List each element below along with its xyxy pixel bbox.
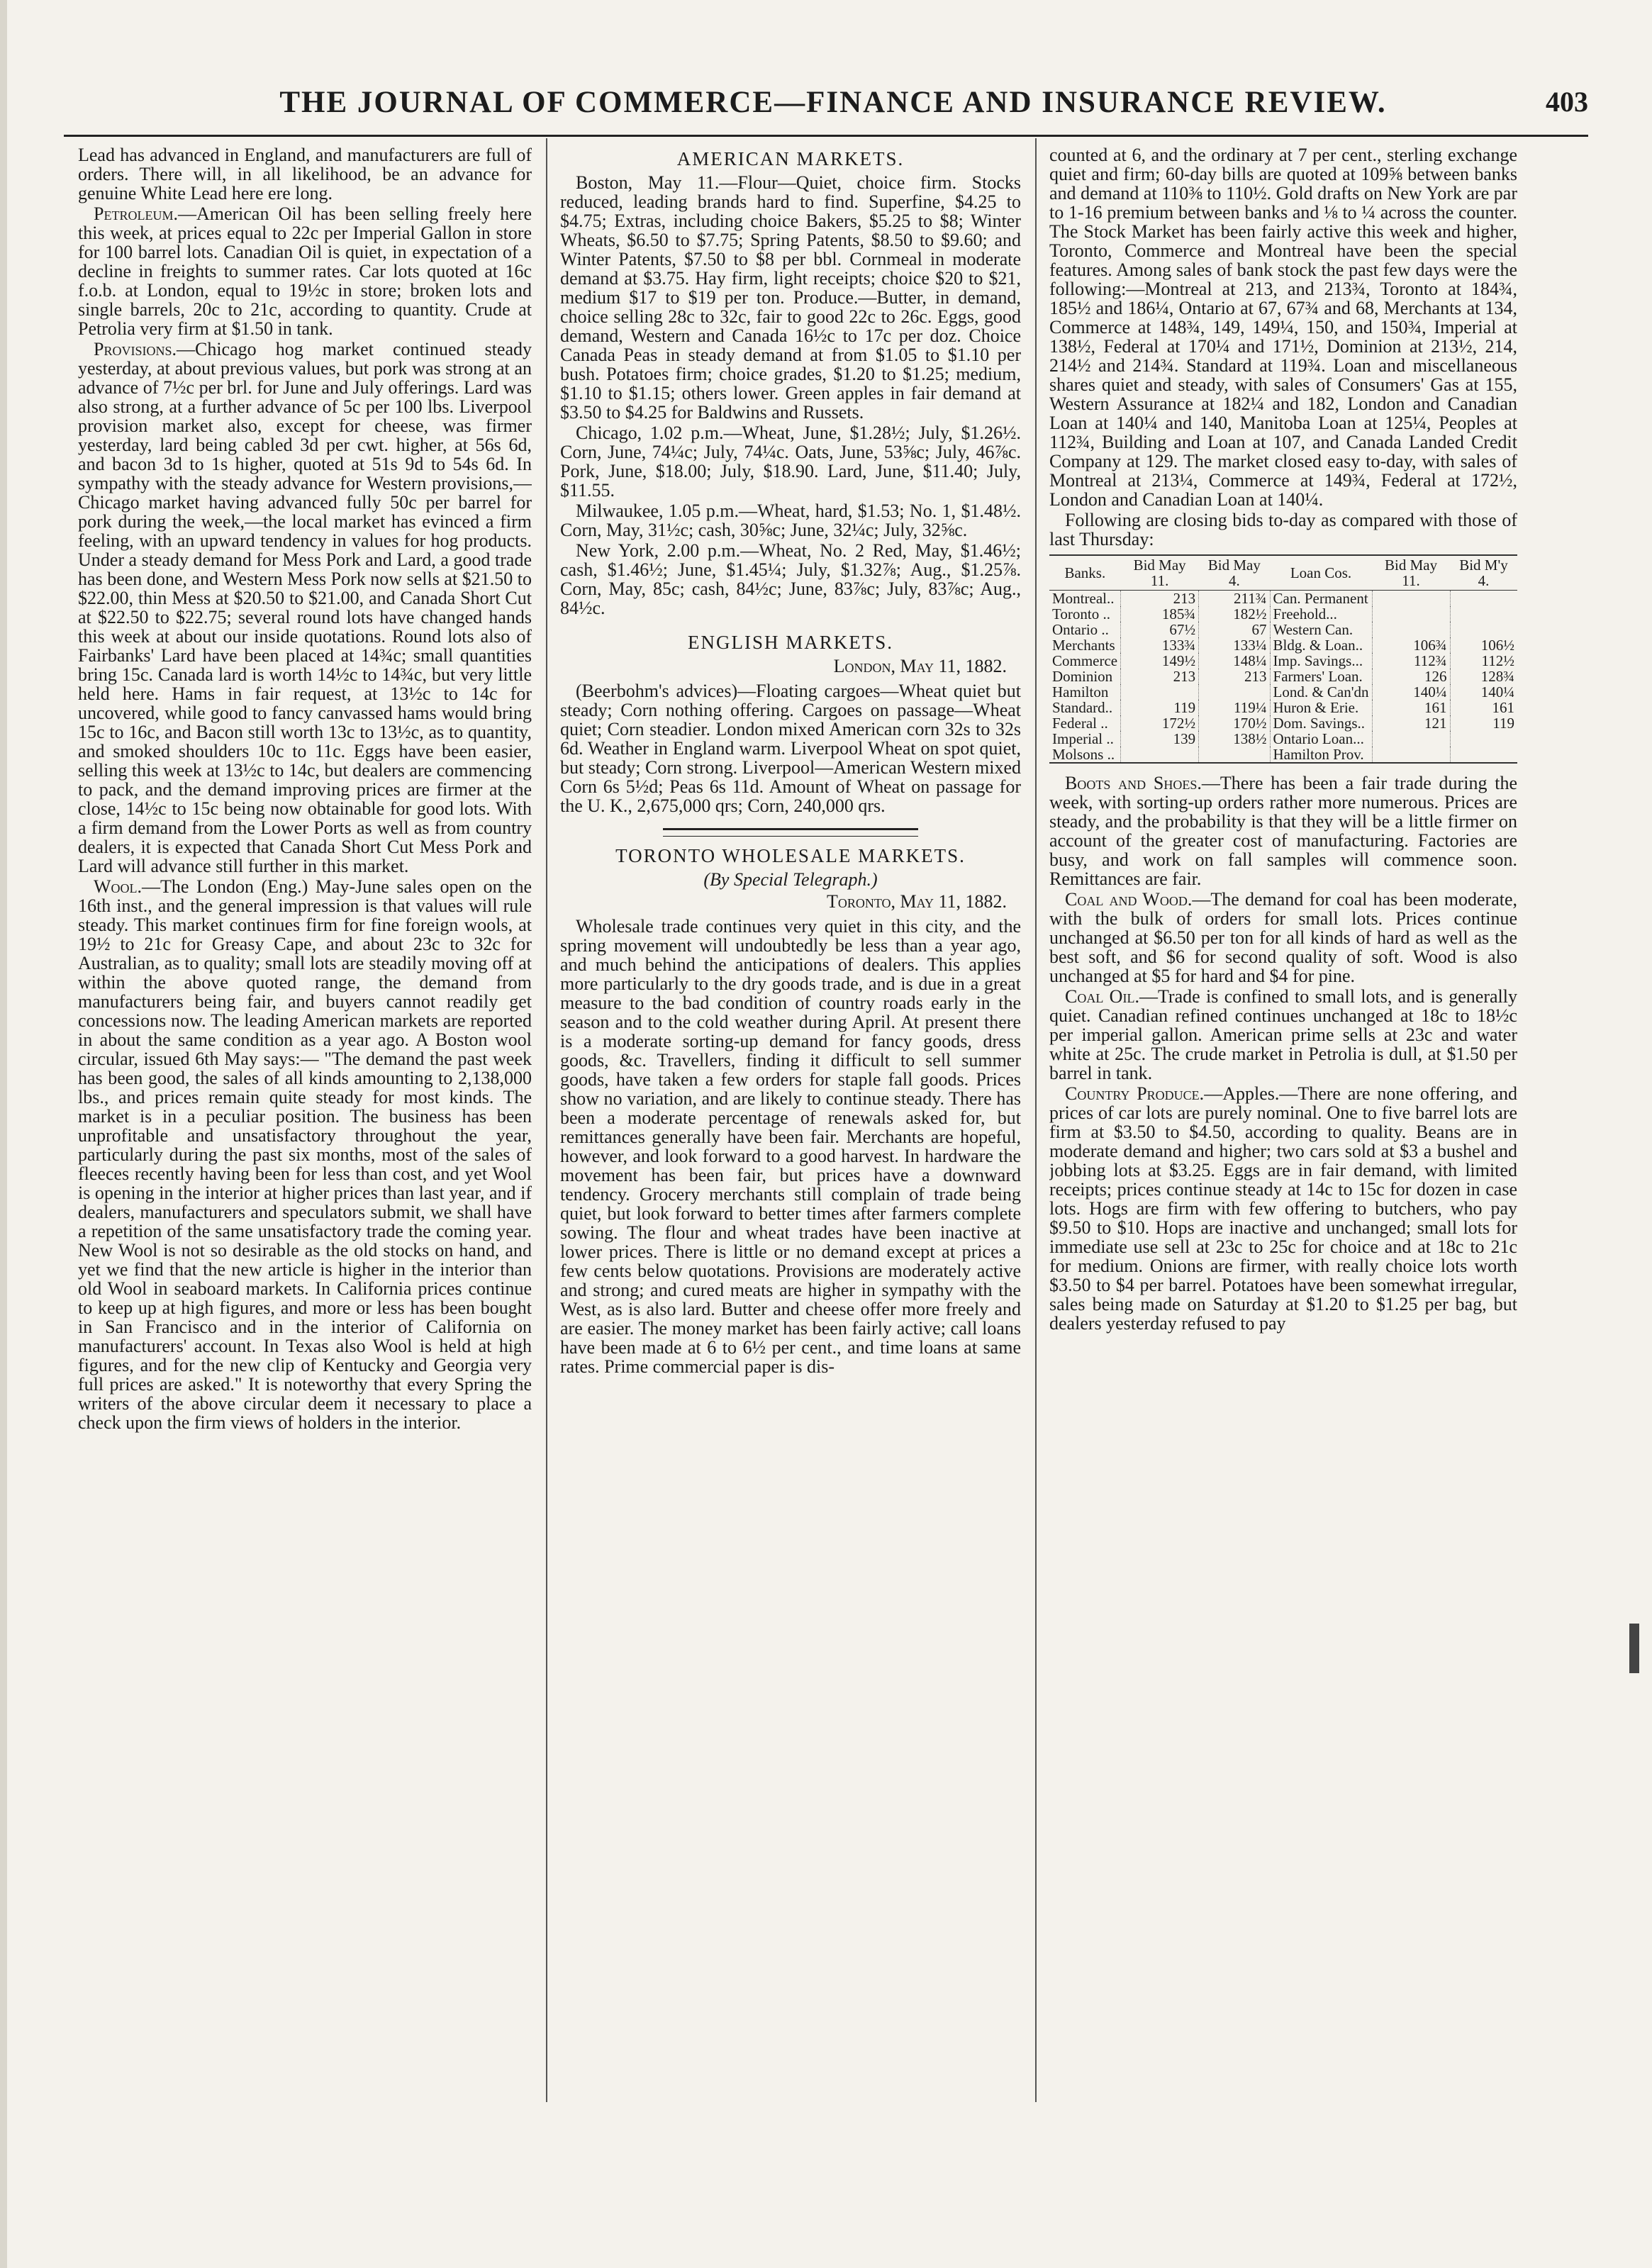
section-divider (663, 828, 918, 837)
column-header: Bid May 4. (1199, 555, 1270, 591)
page-number: 403 (1546, 86, 1588, 118)
table-cell: 126 (1372, 669, 1450, 684)
table-cell: Huron & Erie. (1270, 700, 1372, 715)
coal-wood-paragraph (1049, 890, 1517, 985)
table-cell: 185¾ (1121, 606, 1199, 622)
table-cell: 211¾ (1199, 591, 1270, 607)
table-cell: 213 (1121, 669, 1199, 684)
chicago-paragraph: Chicago, 1.02 p.m.—Wheat, June, $1.28½; July, $1.26½. Corn, June, 74¼c; July, 74¼c. Oats, June, 53⅝c; July, 46⅞c. Pork, June, $18.00; July, $18.90. Lard, June, $11.40; July, $11.55. (560, 423, 1021, 501)
table-cell: Hamilton Prov. (1270, 747, 1372, 763)
table-cell: 119¼ (1199, 700, 1270, 715)
petroleum-paragraph (78, 204, 532, 338)
table-cell: Commerce (1052, 652, 1118, 669)
column-header: Loan Cos. (1270, 555, 1372, 591)
table-row (1049, 622, 1517, 637)
table-cell: Lond. & Can'dn (1270, 684, 1372, 700)
table-cell: Imperial .. (1052, 730, 1114, 747)
paragraph-text: —The demand for coal has been moderate, with the bulk of orders for small lots. Prices continue unchanged at $6.50 per ton for all kinds of hard as well as the best soft, and $6 for second quality of soft. Wood is also unchanged at $5 for hard and $4 for pine. (1049, 889, 1517, 986)
section-head: Coal and Wood. (1065, 889, 1193, 910)
paragraph-text: —Trade is confined to small lots, and is generally quiet. Canadian refined continues unchanged at 18c to 18½c per imperial gallon. American prime sells at 23c and water white at 25c. The crude market in Petrolia is dull, at $1.50 per barrel in tank. (1049, 986, 1517, 1083)
table-cell (1199, 747, 1270, 763)
table-row (1049, 591, 1517, 607)
table-cell: Western Can. (1270, 622, 1372, 637)
table-cell: 149½ (1121, 653, 1199, 669)
new-york-paragraph: New York, 2.00 p.m.—Wheat, No. 2 Red, May, $1.46½; cash, $1.46½; June, $1.45¼; July, $1.32⅞; Aug., $1.25⅞. Corn, May, 85c; cash, 84½c; June, 83⅞c; July, 83⅞c; Aug., 84½c. (560, 540, 1021, 618)
country-produce-paragraph (1049, 1084, 1517, 1333)
table-cell: Dom. Savings.. (1270, 715, 1372, 731)
coal-oil-paragraph (1049, 987, 1517, 1083)
table-cell: Montreal.. (1052, 590, 1115, 607)
milwaukee-paragraph: Milwaukee, 1.05 p.m.—Wheat, hard, $1.53; No. 1, $1.48½. Corn, May, 31½c; cash, 30⅝c; June, 32¼c; July, 32⅝c. (560, 501, 1021, 540)
table-cell: 106¾ (1372, 637, 1450, 653)
table-row (1049, 669, 1517, 684)
english-markets-heading: ENGLISH MARKETS. (687, 632, 893, 653)
table-cell: Standard.. (1052, 699, 1113, 716)
table-cell: 133¾ (1121, 637, 1199, 653)
column-divider (1035, 138, 1037, 2102)
section-head: Wool. (94, 876, 143, 897)
table-cell: 170½ (1199, 715, 1270, 731)
table-cell: 121 (1372, 715, 1450, 731)
column-divider (546, 138, 547, 2102)
section-head: Coal Oil. (1065, 986, 1139, 1007)
column-2 (560, 145, 1021, 2102)
table-cell: 139 (1121, 731, 1199, 747)
table-cell: 182½ (1199, 606, 1270, 622)
table-cell (1450, 606, 1517, 622)
money-market-paragraph: counted at 6, and the ordinary at 7 per cent., sterling exchange quiet and firm; 60-day bills are quoted at 109⅝ between banks and demand at 110⅜ to 110½. Gold drafts on New York are par to 1-16 premium between banks and ⅛ to ¼ across the counter. The Stock Market has been fairly active this week and higher, Toronto, Commerce and Montreal have been the special features. Among sales of bank stock the past few days were the following:—Montreal at 213, and 213¾, Toronto at 184¾, 185½ and 186¼, Ontario at 67, 67¾ and 68, Merchants at 134, Commerce at 148¾, 149, 149¼, 150, and 150¾, Imperial at 138½, Federal at 170¼ and 171½, Dominion at 213½, 214, 214½ and 214¾. Standard at 119¾. Loan and miscellaneous shares quiet and steady, with sales of Consumers' Gas at 155, Western Assurance at 182¼ and 182, London and Canadian Loan at 140¼ and 140, Manitoba Loan at 125¼, Peoples at 112¾, Building and Loan at 107, and Canada Landed Credit Company at 129. The market closed easy to-day, with sales of Montreal at 213¼, Commerce at 149¾, Federal at 172½, London and Canadian Loan at 140¼. (1049, 145, 1517, 510)
column-header: Bid May 11. (1372, 555, 1450, 591)
table-cell: Bldg. & Loan.. (1270, 637, 1372, 653)
table-row (1049, 606, 1517, 622)
paragraph-text: —Apples.—There are none offering, and prices of car lots are purely nominal. One to five barrel lots are firm at $3.50 to $4.50, according to quality. Beans are in moderate demand and higher; two cars sold at $3 a bushel and jobbing lots at $3.25. Eggs are in fair demand, with limited receipts; prices continue steady at 14c to 15c for dozen in case lots. Hogs are firm with few offering to butchers, who pay $9.50 to $10. Hops are inactive and unchanged; small lots for immediate use sell at 23c to 25c for choice and at 18c to 21c for medium. Onions are firmer, with really choice lots worth $3.50 to $4 per barrel. Potatoes have been somewhat irregular, sales being made on Saturday at $1.20 to $1.25 per bag, but dealers yesterday refused to pay (1049, 1083, 1517, 1334)
table-cell (1372, 622, 1450, 637)
lead-paragraph: Lead has advanced in England, and manufacturers are full of orders. There will, in all likelihood, be an advance for genuine White Lead here ere long. (78, 145, 532, 203)
dateline: Toronto, May 11, 1882. (826, 891, 1007, 912)
section-head: Provisions. (94, 339, 177, 359)
table-cell: Hamilton (1052, 683, 1109, 700)
table-row (1049, 700, 1517, 715)
table-row (1049, 715, 1517, 731)
table-cell: Ontario .. (1052, 621, 1109, 638)
section-head: Country Produce. (1065, 1083, 1205, 1104)
toronto-markets-paragraph: Wholesale trade continues very quiet in this city, and the spring movement will undoubtedly be less than a year ago, and much behind the anticipations of dealers. This applies more particularly to the dry goods trade, and is due in a great measure to the bad condition of country roads early in the season and to the cold weather during April. At present there is a moderate sorting-up demand for fancy goods, dress goods, &c. Travellers, finding it difficult to sell summer goods, have taken a few orders for staple fall goods. Prices show no variation, and are likely to continue steady. There has been a moderate percentage of renewals asked for, but remittances generally have been fair. Merchants are hopeful, however, and look forward to a good harvest. In hardware the movement has been fair, but prices have a downward tendency. Grocery merchants still complain of trade being quiet, but look forward to better times after farmers complete sowing. The flour and wheat trades have been inactive at lower prices. There is little or no demand except at prices a few cents below quotations. Provisions are moderately active and strong; and cured meats are higher in sympathy with the West, as is also lard. Butter and cheese offer more freely and are easier. The money market has been fairly active; call loans have been made at 6 to 6½ per cent., and time loans at same rates. Prime commercial paper is dis- (560, 916, 1021, 1377)
table-cell (1372, 591, 1450, 607)
boots-shoes-paragraph (1049, 773, 1517, 888)
table-cell (1121, 747, 1199, 763)
header-rule (64, 135, 1588, 137)
table-cell: Merchants (1052, 637, 1115, 654)
dateline: London, May 11, 1882. (833, 656, 1007, 676)
table-row (1049, 637, 1517, 653)
table-cell: Ontario Loan... (1270, 731, 1372, 747)
table-cell: 119 (1450, 715, 1517, 731)
bids-intro: Following are closing bids to-day as compared with those of last Thursday: (1049, 510, 1517, 549)
table-cell (1372, 747, 1450, 763)
column-header: Bid May 11. (1121, 555, 1199, 591)
table-cell: 119 (1121, 700, 1199, 715)
table-cell: 140¼ (1372, 684, 1450, 700)
table-cell: 133¼ (1199, 637, 1270, 653)
column-header: Bid M'y 4. (1450, 555, 1517, 591)
table-body (1049, 591, 1517, 764)
table-row (1049, 653, 1517, 669)
journal-title: THE JOURNAL OF COMMERCE—FINANCE AND INSURANCE REVIEW. (279, 86, 1387, 119)
byline: (By Special Telegraph.) (703, 869, 878, 890)
table-cell: 112¾ (1372, 653, 1450, 669)
american-markets-heading: AMERICAN MARKETS. (676, 148, 905, 169)
table-cell (1450, 591, 1517, 607)
table-cell: 172½ (1121, 715, 1199, 731)
table-row (1049, 747, 1517, 763)
table-cell: 213 (1199, 669, 1270, 684)
table-cell: 67 (1199, 622, 1270, 637)
table-cell: 138½ (1199, 731, 1270, 747)
page-header (64, 85, 1602, 135)
table-cell: 112½ (1450, 653, 1517, 669)
section-head: Petroleum. (94, 203, 178, 224)
binding-mark (1629, 1624, 1639, 1673)
table-cell (1450, 747, 1517, 763)
table-cell (1199, 684, 1270, 700)
paragraph-text: —American Oil has been selling freely here this week, at prices equal to 22c per Imperial Gallon in store for 100 barrel lots. Canadian Oil is quiet, in expectation of a decline in freights to summer rates. Car lots quoted at 16c f.o.b. at London, equal to 19½c in store; broken lots and single barrels, 20c to 21c, according to quantity. Crude at Petrolia very firm at $1.50 in tank. (78, 203, 532, 339)
table-cell: Toronto .. (1052, 605, 1110, 622)
table-cell: 161 (1372, 700, 1450, 715)
table-cell: 128¾ (1450, 669, 1517, 684)
table-cell: Can. Permanent (1270, 591, 1372, 607)
table-cell: 140¼ (1450, 684, 1517, 700)
table-cell: Dominion (1052, 668, 1113, 685)
column-1 (78, 145, 532, 2102)
provisions-paragraph (78, 340, 532, 876)
column-3 (1049, 145, 1517, 2102)
section-head: Boots and Shoes. (1065, 773, 1202, 793)
table-row (1049, 731, 1517, 747)
wool-paragraph (78, 877, 532, 1432)
toronto-markets-heading: TORONTO WHOLESALE MARKETS. (615, 845, 966, 866)
table-header-row (1049, 555, 1517, 591)
table-cell: Federal .. (1052, 715, 1108, 732)
table-cell: Freehold... (1270, 606, 1372, 622)
paragraph-text: —The London (Eng.) May-June sales open on the 16th inst., and the general impression is that values will rule steady. This market continues firm for fine foreign wools, at 19½ to 21c for Greasy Cape, and about 23c to 32c for Australian, as to quality; small lots are steadily moving off at within the above quoted range, the demand from manufacturers being fair, and buyers cannot readily get concessions now. The leading American markets are reported in about the same condition as a year ago. A Boston wool circular, issued 6th May says:— "The demand the past week has been good, the sales of all kinds amounting to 2,138,000 lbs., and prices remain quite steady for most kinds. The market is in a peculiar position. The business has been unprofitable and unsatisfactory throughout the year, particularly during the past six months, most of the sales of fleeces recently having been for less than cost, and yet Wool is opening in the interior at higher prices than last year, and if dealers, manufacturers and speculators submit, we shall have a repetition of the same unsatisfactory trade the coming year. New Wool is not so desirable as the old stocks on hand, and yet we find that the new article is higher in the interior than old Wool in seaboard markets. In California prices continue to keep up at high figures, and more or less has been bought in San Francisco and in the interior of California on manufacturers' account. In Texas also Wool is held at high figures, and for the new clip of Kentucky and Georgia very full prices are asked." It is noteworthy that every Spring the writers of the above circular deem it necessary to place a check upon the firm views of holders in the interior. (78, 876, 532, 1433)
bank-bids-table (1049, 554, 1517, 764)
table-cell: 213 (1121, 591, 1199, 607)
table-cell: 67½ (1121, 622, 1199, 637)
table-cell: 106½ (1450, 637, 1517, 653)
table-cell (1372, 606, 1450, 622)
table-cell: Imp. Savings... (1270, 653, 1372, 669)
english-markets-paragraph: (Beerbohm's advices)—Floating cargoes—Wheat quiet but steady; Corn nothing offering. Cargoes on passage—Wheat quiet; Corn steadier. London mixed American corn 32s to 32s 6d. Weather in England warm. Liverpool Wheat on spot quiet, but steady; Corn strong. Liverpool—American Western mixed Corn 6s 5½d; Peas 6s 11d. Amount of Wheat on passage for the U. K., 2,675,000 qrs; Corn, 240,000 qrs. (560, 681, 1021, 816)
table-cell (1450, 731, 1517, 747)
boston-paragraph: Boston, May 11.—Flour—Quiet, choice firm. Stocks reduced, leading brands hard to find. Superfine, $4.25 to $4.75; Extras, including choice Bakers, $5.25 to $8; Winter Wheats, $6.50 to $7.75; Spring Patents, $8.50 to $9.60; and Winter Patents, $7.50 to $8 per bbl. Cornmeal in moderate demand at $3.75. Hay firm, light receipts; choice $20 to $21, medium $17 to $19 per ton. Produce.—Butter, in demand, choice selling 28c to 32c, fair to good 22c to 26c. Eggs, good demand, Western and Canada 16½c to 17c per doz. Choice Canada Peas in steady demand at from $1.05 to $1.10 per bush. Potatoes firm; choice grades, $1.20 to $1.25; medium, $1.10 to $1.15; others lower. Green apples in fair demand at $3.50 to $4.25 for Baldwins and Russets. (560, 172, 1021, 423)
table-cell: Farmers' Loan. (1270, 669, 1372, 684)
column-header: Banks. (1049, 555, 1121, 591)
table-row (1049, 684, 1517, 700)
page-edge (0, 0, 7, 2268)
table-cell (1372, 731, 1450, 747)
table-cell: 161 (1450, 700, 1517, 715)
paragraph-text: —There has been a fair trade during the week, with sorting-up orders rather more numerous. Prices are steady, and the probability is that they will be a little firmer on account of the greater cost of manufacturing. Factories are busy, and work on fall samples will commence soon. Remittances are fair. (1049, 773, 1517, 889)
table-cell: 148¼ (1199, 653, 1270, 669)
table-cell: Molsons .. (1052, 746, 1115, 763)
table-cell (1121, 684, 1199, 700)
table-cell (1450, 622, 1517, 637)
paragraph-text: —Chicago hog market continued steady yesterday, at about previous values, but pork was strong at an advance of 7½c per brl. for June and July offerings. Lard was also strong, at a further advance of 5c per 100 lbs. Liverpool provision market also, except for cheese, was firmer yesterday, lard being cabled 3d per cwt. higher, at 56s 6d, and bacon 3d to 1s higher, quoted at 51s 9d to 54s 6d. In sympathy with the steady advance for Western provisions,—Chicago market having advanced fully 50c per barrel for pork during the week,—the local market has evinced a firm feeling, with an upward tendency in values for hog products. Under a steady demand for Mess Pork and Lard, a good trade has been done, and Western Mess Pork now sells at $21.50 to $22.00, thin Mess at $20.50 to $21.00, and Canada Short Cut at $22.50 to $22.75; several round lots have changed hands this week at about our inside quotations. Round lots also of Fairbanks' Lard have been placed at 14¾c; small quantities bring 15c. Canada lard is worth 14½c to 14¾c, but very little held here. Hams in fair request, at 13½c to 14c for uncovered, while good to fancy canvassed hams would bring 15c to 16c, and Bacon still worth 13c to 13½c, as to quantity, and smoked shoulders 10c to 11c. Eggs have been easier, selling this week at 13½c to 14c, but dealers are commencing to pack, and the demand improving prices are firmer at the close, 14½c to 15c being now obtainable for good lots. With a firm demand from the Lower Ports as well as from country dealers, it is expected that Canada Short Cut Mess Pork and Lard will advance still further in this market. (78, 339, 532, 876)
